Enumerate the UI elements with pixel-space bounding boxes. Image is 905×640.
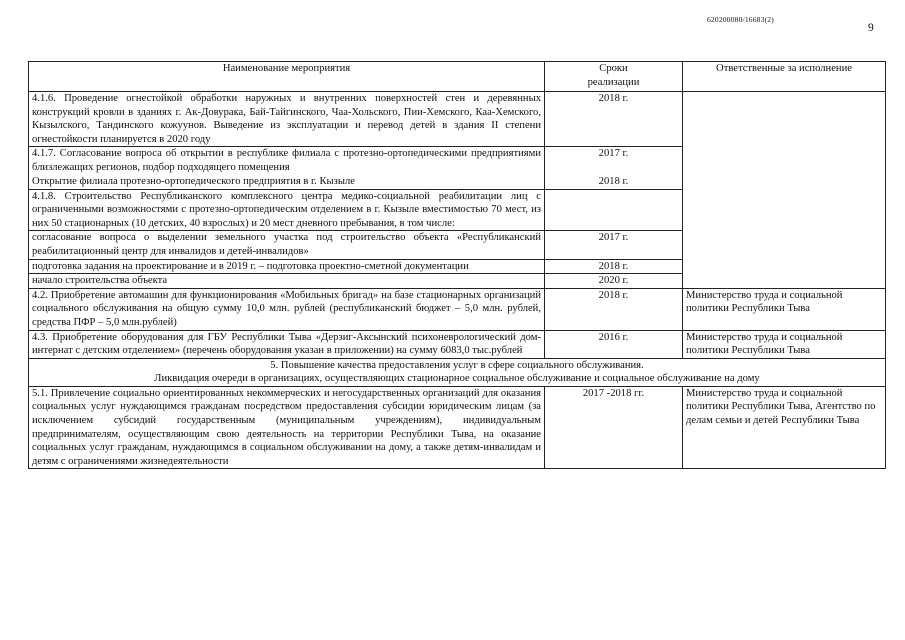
header-activity-name: Наименование мероприятия — [29, 62, 545, 92]
row-4-1-8-b-term: 2018 г. — [545, 259, 683, 274]
row-4-1-8-c-text: начало строительства объекта — [29, 274, 545, 289]
row-4-2-term: 2018 г. — [545, 288, 683, 330]
row-4-1-responsible-empty — [683, 92, 886, 289]
row-4-1-7-term2: 2018 г. — [598, 175, 629, 187]
table-row — [29, 330, 886, 358]
section-5-subtitle: Ликвидация очереди в организациях, осуществляющих стационарное социальное обслуживание и социальное обслуживание на дому — [154, 373, 760, 385]
row-4-1-6-term: 2018 г. — [545, 92, 683, 147]
row-4-1-7-text — [29, 147, 545, 189]
row-4-1-7-term1: 2017 г. — [598, 148, 629, 160]
row-4-3-text: 4.3. Приобретение оборудования для ГБУ Республики Тыва «Дерзиг-Аксынский психоневрологический дом-интернат с детским отделением» (перечень оборудования указан в приложении) на сумму 6083,0 тыс.рублей — [29, 330, 545, 358]
row-4-3-term: 2016 г. — [545, 330, 683, 358]
row-5-1-responsible: Министерство труда и социальной политики Республики Тыва, Агентство по делам семьи и детей Республики Тыва — [683, 386, 886, 469]
row-4-1-8-a-text: согласование вопроса о выделении земельного участка под строительство объекта «Республиканский реабилитационный центр для инвалидов и детей-инвалидов» — [29, 231, 545, 259]
row-4-1-7-text-part1: 4.1.7. Согласование вопроса об открытии в республике филиала с протезно-ортопедическими предприятиями близлежащих регионов, подбор подходящего помещения — [32, 148, 541, 173]
row-4-2-responsible: Министерство труда и социальной политики Республики Тыва — [683, 288, 886, 330]
row-4-1-7-text-part2: Открытие филиала протезно-ортопедического предприятия в г. Кызыле — [32, 175, 355, 187]
header-responsible: Ответственные за исполнение — [683, 62, 886, 92]
table-header-row — [29, 62, 886, 92]
row-4-3-responsible: Министерство труда и социальной политики Республики Тыва — [683, 330, 886, 358]
section-5-title: 5. Повышение качества предоставления услуг в сфере социального обслуживания. — [270, 359, 644, 371]
activities-table — [28, 61, 886, 469]
header-terms — [545, 62, 683, 92]
row-4-1-6-text: 4.1.6. Проведение огнестойкой обработки наружных и внутренних поверхностей стен и деревянных конструкций кровли в зданиях г. Ак-Довурака, Бай-Тайгинского, Чаа-Хольского, Пии-Хемского, Каа-Хемского, Кызылского, Тандинского кожуунов. Выведение из эксплуатации и перевод детей в здания II степени огнестойкости планируется в 2020 году — [29, 92, 545, 147]
table-row — [29, 386, 886, 469]
row-4-1-8-text: 4.1.8. Строительство Республиканского комплексного центра медико-социальной реабилитации лиц с ограниченными возможностями с протезно-ортопедическим отделением в г. Кызыле вместимостью 70 мест, из них 50 стационарных (10 детских, 40 взрослых) и 20 мест дневного пребывания, в том числе: — [29, 189, 545, 231]
row-4-2-text: 4.2. Приобретение автомашин для функционирования «Мобильных бригад» на базе стационарных организаций социального обслуживания на общую сумму 10,0 млн. рублей (республиканский бюджет – 5,0 млн. рублей, средства ПФР – 5,0 млн.рублей) — [29, 288, 545, 330]
table-row — [29, 288, 886, 330]
row-5-1-term: 2017 -2018 гг. — [545, 386, 683, 469]
table-row — [29, 92, 886, 147]
row-4-1-8-b-text: подготовка задания на проектирование и в 2019 г. – подготовка проектно-сметной документации — [29, 259, 545, 274]
page-number: 9 — [868, 22, 874, 34]
row-4-1-7-term — [545, 147, 683, 189]
header-terms-line1: Сроки — [599, 63, 628, 74]
row-4-1-8-c-term: 2020 г. — [545, 274, 683, 289]
document-number: 620200080/16683(2) — [707, 15, 774, 24]
row-4-1-8-a-term: 2017 г. — [545, 231, 683, 259]
row-4-1-8-term-empty — [545, 189, 683, 231]
section-5-heading — [29, 358, 886, 386]
row-5-1-text: 5.1. Привлечение социально ориентированных некоммерческих и негосударственных организаций для оказания социальных услуг нуждающимся гражданам посредством предоставления субсидии юридическим лицам (за исключением субсидий государственным (муниципальным учреждениям), индивидуальным предпринимателям, осуществляющим свою деятельность на территории Республики Тыва, на оказание социальных услуг гражданам, нуждающимся в социальном обслуживании на дому, а также детям-инвалидам и детям с ограничениями жизнедеятельности — [29, 386, 545, 469]
header-terms-line2: реализации — [587, 76, 640, 88]
section-5-row — [29, 358, 886, 386]
